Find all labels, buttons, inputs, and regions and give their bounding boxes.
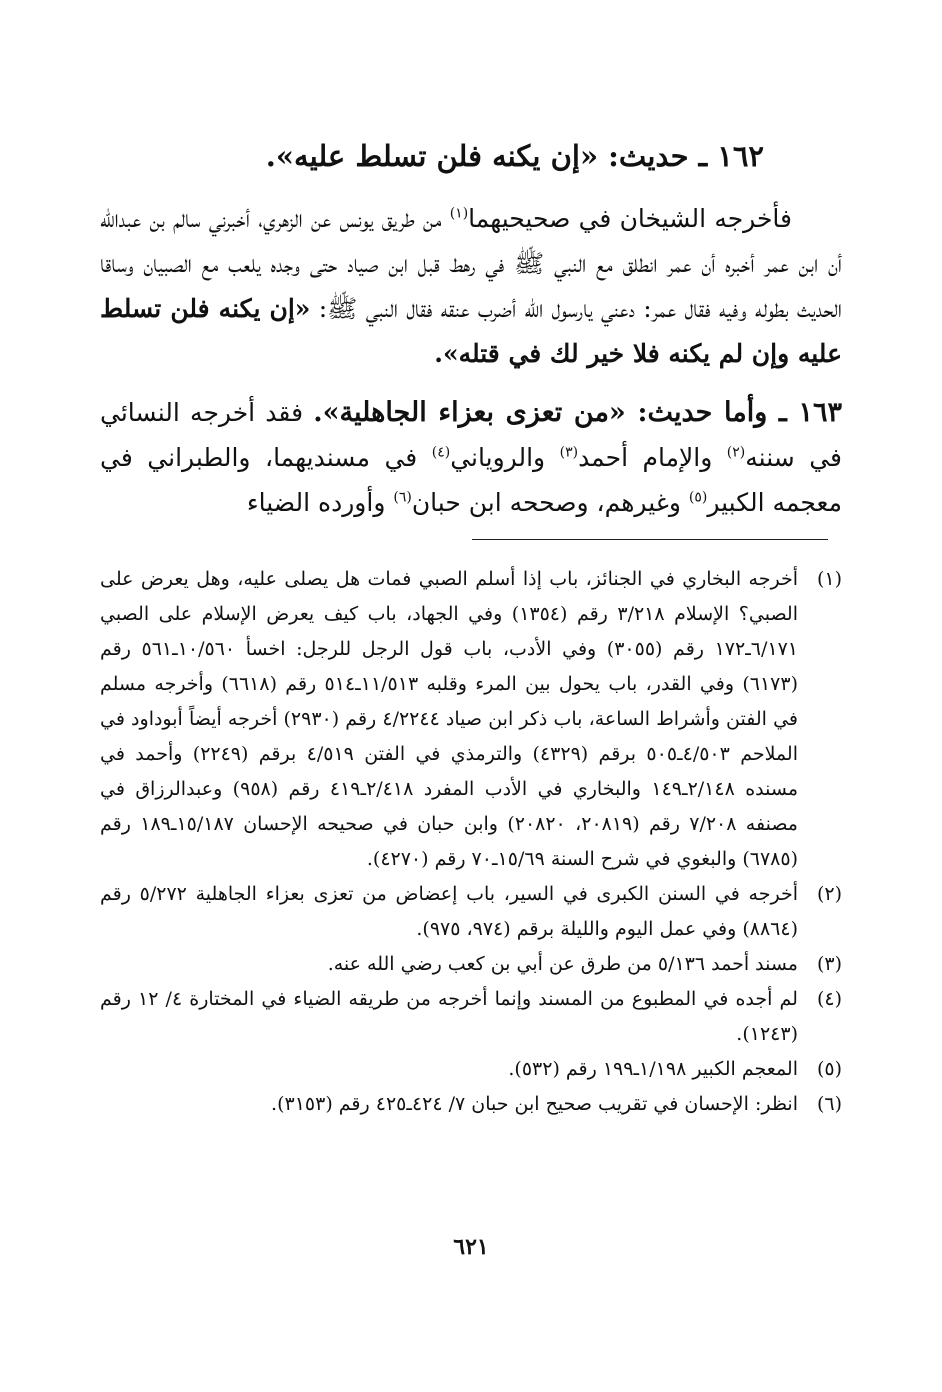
footnote-ref-1[interactable]: (١) xyxy=(449,205,469,222)
hadith-quote: «إن يكنه فلن تسلط عليه وإن لم يكنه فلا خير لك في قتله». xyxy=(100,294,842,368)
footnote-text: لم أجده في المطبوع من المسند وإنما أخرجه من طريقه الضياء في المختارة ٤/ ١٢ رقم (١٢٤٣). xyxy=(100,988,798,1045)
footnote-number: (٢) xyxy=(816,883,842,905)
paragraph-text: في مسنديهما، والطبراني في معجمه الكبير xyxy=(100,443,842,517)
footnote-4 xyxy=(100,982,842,1052)
paragraph-text: فقد أخرجه النسائي في سننه xyxy=(100,398,842,472)
footnote-text: أخرجه البخاري في الجنائز، باب إذا أسلم الصبي فمات هل يصلى عليه، وهل يعرض على الصبي؟ الإسلام ٣/٢١٨ رقم (١٣٥٤) وفي الجهاد، باب كيف يعرض الإسلام على الصبي ٦/١٧١ـ١٧٢ رقم (٣٠٥٥) وفي الأدب، باب قول الرجل للرجل: اخسأ ١٠/٥٦٠ـ٥٦١ رقم (٦١٧٣) وفي القدر، باب يحول بين المرء وقلبه ١١/٥١٣ـ٥١٤ رقم (٦٦١٨) وأخرجه مسلم في الفتن وأشراط الساعة، باب ذكر ابن صياد ٤/٢٢٤٤ رقم (٢٩٣٠) أخرجه أيضاً أبوداود في الملاحم ٤/٥٠٣ـ٥٠٥ برقم (٤٣٢٩) والترمذي في الفتن ٤/٥١٩ برقم (٢٢٤٩) وأحمد في مسنده ٢/١٤٨ـ١٤٩ والبخاري في الأدب المفرد ٢/٤١٨ـ٤١٩ رقم (٩٥٨) وعبدالرزاق في مصنفه ٧/٢٠٨ رقم (٢٠٨١٩، ٢٠٨٢٠) وابن حبان في صحيحه الإحسان ١٥/١٨٧ـ١٨٩ رقم (٦٧٨٥) والبغوي في شرح السنة ١٥/٦٩ـ٧٠ رقم (٤٢٧٠). xyxy=(100,568,799,870)
hadith-heading-163: ١٦٣ ـ وأما حديث: «من تعزى بعزاء الجاهلية». xyxy=(313,397,842,428)
footnote-number: (٦) xyxy=(816,1093,842,1115)
hadith-heading-162: ١٦٢ ـ حديث: «إن يكنه فلن تسلط عليه». xyxy=(265,139,764,173)
footnote-number: (٣) xyxy=(816,953,842,975)
page-number: ٦٢١ xyxy=(453,1234,489,1260)
footnote-1 xyxy=(100,562,842,877)
footnote-ref-5[interactable]: (٥) xyxy=(688,489,708,506)
footnote-5 xyxy=(100,1052,842,1087)
paragraph-text: فأخرجه الشيخان في صحيحيهما xyxy=(468,204,792,233)
footnote-text: المعجم الكبير ١/١٩٨ـ١٩٩ رقم (٥٣٢). xyxy=(508,1058,798,1080)
footnote-ref-3[interactable]: (٣) xyxy=(559,444,579,461)
footnote-number: (٥) xyxy=(816,1058,842,1080)
footnote-text: أخرجه في السنن الكبرى في السير، باب إعضاض من تعزى بعزاء الجاهلية ٥/٢٧٢ رقم (٨٨٦٤) وفي عمل اليوم والليلة برقم (٩٧٤، ٩٧٥). xyxy=(100,883,798,940)
page-body xyxy=(100,130,842,1122)
paragraph-hadith-162 xyxy=(100,196,842,376)
footnote-text: انظر: الإحسان في تقريب صحيح ابن حبان ٧/ ٤٢٤ـ٤٢٥ رقم (٣١٥٣). xyxy=(271,1093,798,1115)
footnote-3 xyxy=(100,947,842,982)
paragraph-hadith-163 xyxy=(100,390,842,525)
paragraph-text: من طريق يونس عن الزهري، أخبرني سالم بن عبدالله أن ابن عمر أخبره أن عمر انطلق مع النبي ﷺ في رهط قبل ابن صياد حتى وجده يلعب مع الصبيان وساقا الحديث بطوله وفيه فقال عمر: دعني يارسول الله أضرب عنقه فقال النبي ﷺ: xyxy=(100,204,842,323)
footnote-number: (٤) xyxy=(816,988,842,1010)
footnote-6 xyxy=(100,1087,842,1122)
paragraph-text: والروياني xyxy=(450,443,560,472)
footnote-ref-2[interactable]: (٢) xyxy=(726,444,746,461)
footnote-ref-4[interactable]: (٤) xyxy=(431,444,451,461)
footnotes xyxy=(100,562,842,1122)
paragraph-text: والإمام أحمد xyxy=(578,443,727,472)
footnote-divider xyxy=(472,539,828,540)
footnote-2 xyxy=(100,877,842,947)
paragraph-text: وغيرهم، وصححه ابن حبان xyxy=(411,488,689,517)
footnote-number: (١) xyxy=(816,568,842,590)
footnote-text: مسند أحمد ٥/١٣٦ من طرق عن أبي بن كعب رضي الله عنه. xyxy=(327,953,798,975)
paragraph-text: وأورده الضياء xyxy=(246,488,394,517)
footnote-ref-6[interactable]: (٦) xyxy=(393,489,412,506)
